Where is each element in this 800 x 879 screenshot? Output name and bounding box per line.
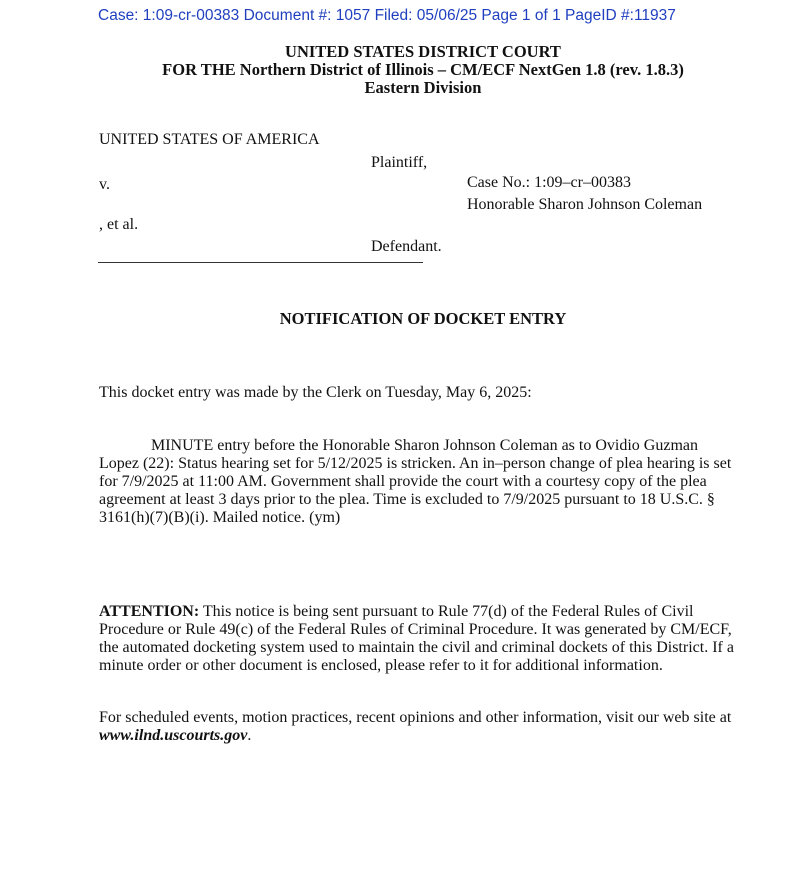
court-division: Eastern Division — [364, 78, 482, 97]
court-district: FOR THE Northern District of Illinois – CM/ECF NextGen 1.8 (rev. 1.8.3) — [162, 60, 684, 79]
footer-notice — [99, 709, 741, 745]
plaintiff-name: UNITED STATES OF AMERICA — [99, 131, 320, 148]
minute-entry: MINUTE entry before the Honorable Sharon Johnson Coleman as to Ovidio Guzman Lopez (22): Status hearing set for 5/12/2025 is stricken. An in–person change of plea hearing is set for 7/9/2025 at 11:00 AM. Government shall provide the court with a courtesy copy of the plea agreement at least 3 days prior to the plea. Time is excluded to 7/9/2025 pursuant to 18 U.S.C. § 3161(h)(7)(B)(i). Mailed notice. (ym) — [99, 437, 732, 526]
footer-end: . — [247, 727, 252, 744]
entry-intro: This docket entry was made by the Clerk on Tuesday, May 6, 2025: — [99, 384, 532, 401]
footer-text: For scheduled events, motion practices, recent opinions and other information, visit our web site at — [99, 709, 732, 726]
attention-label: ATTENTION: — [99, 603, 200, 620]
court-header — [0, 43, 800, 97]
plaintiff-role: Plaintiff, — [371, 154, 428, 171]
filing-stamp: Case: 1:09-cr-00383 Document #: 1057 Filed: 05/06/25 Page 1 of 1 PageID #:11937 — [98, 7, 676, 24]
judge-name: Honorable Sharon Johnson Coleman — [467, 196, 703, 213]
defendant-name: , et al. — [99, 216, 139, 233]
attention-text: This notice is being sent pursuant to Rule 77(d) of the Federal Rules of Civil Procedure or Rule 49(c) of the Federal Rules of Criminal Procedure. It was generated by CM/ECF, the automated docketing system used to maintain the civil and criminal dockets of this District. If a minute order or other document is enclosed, please refer to it for additional information. — [99, 603, 734, 674]
case-number: Case No.: 1:09–cr–00383 — [467, 174, 631, 191]
caption-divider — [98, 262, 423, 263]
defendant-role: Defendant. — [371, 238, 442, 255]
court-name: UNITED STATES DISTRICT COURT — [285, 42, 561, 61]
court-website-link[interactable]: www.ilnd.uscourts.gov — [99, 727, 248, 744]
document-title: NOTIFICATION OF DOCKET ENTRY — [279, 309, 567, 328]
versus: v. — [99, 176, 110, 193]
attention-notice — [99, 603, 741, 675]
